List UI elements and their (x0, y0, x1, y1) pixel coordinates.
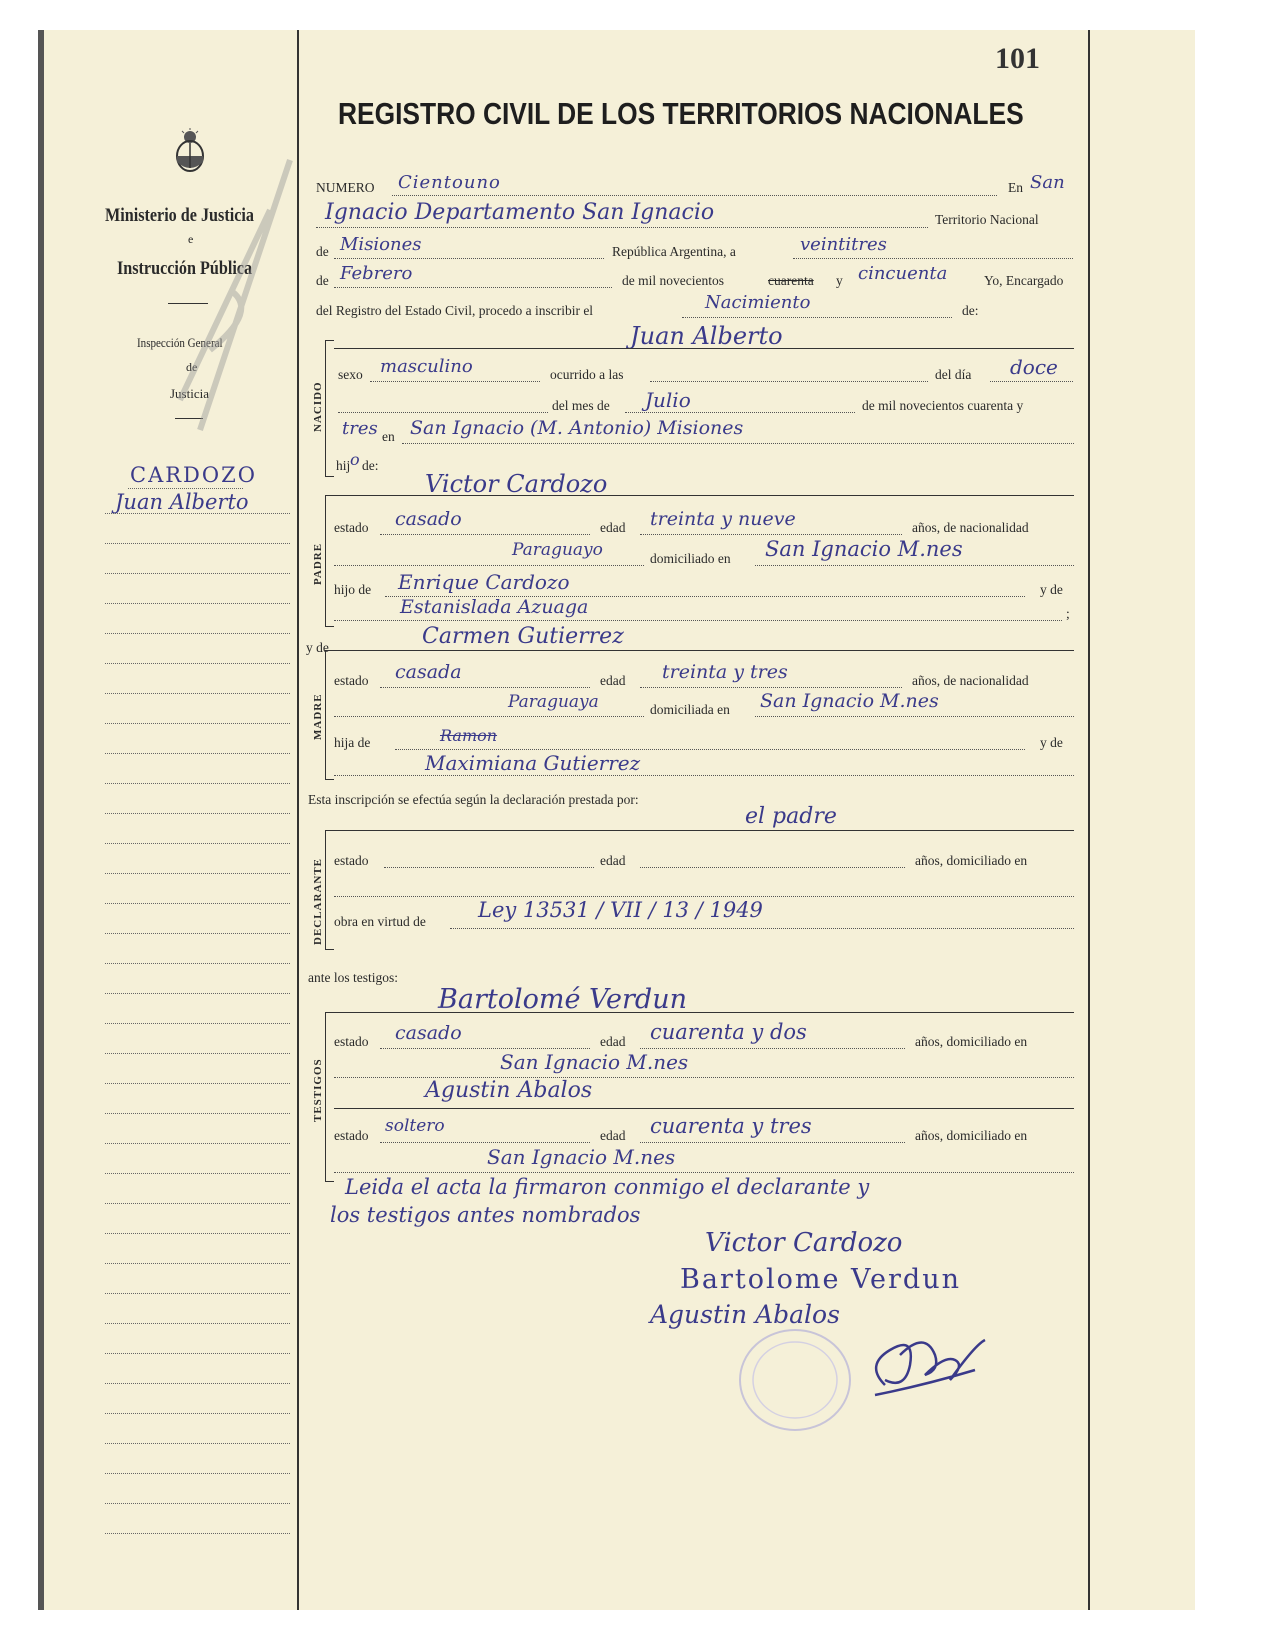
declarante-estado-line (384, 867, 594, 868)
madre-edad-line (640, 687, 902, 688)
testigo1-estado-value: casado (395, 1022, 462, 1044)
place-line (316, 227, 928, 228)
padre-estado-line (380, 534, 590, 535)
testigo2-domicilio-line (334, 1172, 1074, 1173)
inspection-de: de (186, 360, 198, 374)
ministry-name-2: Instrucción Pública (117, 258, 253, 279)
sidebar-line (105, 663, 290, 664)
madre-edad-label: edad (600, 673, 626, 688)
territorio-label: Territorio Nacional (935, 212, 1039, 227)
padre-rule (334, 495, 1074, 496)
testigo1-rule (334, 1012, 1074, 1013)
ocurrido-label: ocurrido a las (550, 367, 624, 382)
sidebar-line (105, 1173, 290, 1174)
testigo2-estado-label: estado (334, 1128, 369, 1143)
sidebar-line (105, 1533, 290, 1534)
cuarenta-struck: cuarenta (768, 273, 814, 288)
madre-nombre-value: Carmen Gutierrez (422, 624, 624, 649)
inspection-name-2: Justicia (170, 386, 209, 401)
padre-edad-label: edad (600, 520, 626, 535)
declarante-rule (334, 830, 1074, 831)
abuelo-paterno-value: Enrique Cardozo (398, 570, 570, 594)
testigo1-edad-line (640, 1048, 905, 1049)
sidebar-line (105, 603, 290, 604)
sexo-line (370, 381, 540, 382)
closing-line-2: los testigos antes nombrados (330, 1203, 641, 1227)
dia-registro-value: veintitres (800, 234, 887, 255)
sexo-label: sexo (338, 367, 363, 382)
sidebar-line (105, 873, 290, 874)
nombre-value: Juan Alberto (630, 322, 783, 350)
sidebar-line (105, 1113, 290, 1114)
testigo1-edad-value: cuarenta y dos (650, 1020, 807, 1044)
anio-nacimiento-value: tres (342, 418, 378, 439)
place-value: Ignacio Departamento San Ignacio (325, 200, 715, 225)
abuelo-materno-value: Ramon (440, 726, 498, 745)
document-title: REGISTRO CIVIL DE LOS TERRITORIOS NACIONALES (338, 96, 1024, 131)
official-seal-stamp (735, 1325, 855, 1435)
signature-agustin-abalos: Agustin Abalos (650, 1300, 840, 1329)
testigo2-edad-value: cuarenta y tres (650, 1114, 812, 1138)
declarante-value: el padre (745, 804, 837, 829)
binding-edge (38, 30, 44, 1610)
padre-semicolon: ; (1066, 606, 1070, 621)
hija-de-label: hija de (334, 735, 371, 750)
lugar-line (402, 443, 1074, 444)
padre-estado-label: estado (334, 520, 369, 535)
de-mil-label: de mil novecientos (622, 273, 724, 288)
numero-value: Cientouno (398, 172, 501, 193)
sidebar-line (105, 753, 290, 754)
mes-registro-line (334, 287, 612, 288)
right-margin-line (1088, 30, 1090, 1610)
ley-line (450, 928, 1074, 929)
testigos-bracket (325, 1012, 334, 1182)
madre-anos-label: años, de nacionalidad (912, 673, 1029, 688)
sidebar-line (128, 488, 243, 489)
del-dia-label: del día (935, 367, 972, 382)
sidebar-line (105, 1143, 290, 1144)
ministry-conjunction: e (188, 232, 194, 246)
sidebar-line (105, 1353, 290, 1354)
de-colon-label: de: (962, 303, 979, 318)
hijo-suffix: o (350, 450, 360, 469)
sidebar-line (105, 1383, 290, 1384)
declarante-estado-label: estado (334, 853, 369, 868)
ministry-name: Ministerio de Justicia (105, 205, 254, 226)
mes-registro-value: Febrero (340, 263, 413, 284)
testigo1-edad-label: edad (600, 1034, 626, 1049)
sidebar-line (105, 963, 290, 964)
nombre-rule (334, 348, 1074, 349)
padre-anos-label: años, de nacionalidad (912, 520, 1029, 535)
y-de-label-madre-2: y de (1040, 735, 1063, 750)
de-label-2: de (316, 273, 329, 288)
testigo2-edad-label: edad (600, 1128, 626, 1143)
declarante-bracket (325, 830, 334, 950)
tipo-acta-line (682, 317, 952, 318)
en-value: San (1030, 172, 1065, 193)
inscripcion-label: Esta inscripción se efectúa según la declaración prestada por: (308, 792, 639, 807)
madre-rule (334, 650, 1074, 651)
declarante-label: DECLARANTE (312, 857, 324, 945)
pencil-marks (140, 150, 300, 450)
yo-encargado-label: Yo, Encargado (984, 273, 1064, 288)
madre-domicilio-line (755, 716, 1074, 717)
numero-line (392, 195, 997, 196)
de-label: de (316, 244, 329, 259)
madre-estado-label: estado (334, 673, 369, 688)
abuela-materna-line (334, 775, 1074, 776)
sidebar-line (105, 1263, 290, 1264)
closing-line-1: Leida el acta la firmaron conmigo el declarante y (345, 1175, 870, 1199)
sidebar-line (105, 1083, 290, 1084)
testigo1-estado-label: estado (334, 1034, 369, 1049)
nacido-bracket (325, 340, 334, 477)
sidebar-line (105, 1503, 290, 1504)
en-label: En (1008, 180, 1023, 195)
ante-testigos-label: ante los testigos: (308, 970, 398, 985)
cuarenta-y-label: de mil novecientos cuarenta y (862, 398, 1024, 413)
sidebar-line (105, 1233, 290, 1234)
hora-line (650, 381, 928, 382)
testigo1-anos-label: años, domiciliado en (915, 1034, 1028, 1049)
sidebar-line (105, 1443, 290, 1444)
padre-label: PADRE (312, 542, 324, 585)
sidebar-line (105, 843, 290, 844)
sidebar-line (105, 933, 290, 934)
madre-bracket (325, 650, 334, 780)
sidebar-line (105, 693, 290, 694)
sidebar-line (105, 1203, 290, 1204)
sidebar-line (105, 573, 290, 574)
mes-line (625, 412, 855, 413)
padre-nacionalidad-line (334, 565, 644, 566)
sidebar-given-names: Juan Alberto (115, 490, 249, 514)
abuelo-materno-line (395, 749, 1025, 750)
padre-bracket (325, 495, 334, 627)
padre-domicilio-value: San Ignacio M.nes (765, 537, 963, 561)
sidebar-line (105, 723, 290, 724)
nacido-line-2 (338, 412, 548, 413)
republica-label: República Argentina, a (612, 244, 736, 259)
lugar-value: San Ignacio (M. Antonio) Misiones (410, 417, 744, 439)
tipo-acta-value: Nacimiento (705, 292, 811, 313)
madre-label: MADRE (312, 693, 324, 740)
dia-line (990, 381, 1073, 382)
sexo-value: masculino (380, 356, 473, 377)
signature-bartolome-verdun: Bartolome Verdun (680, 1264, 961, 1295)
sidebar-line (105, 903, 290, 904)
dia-registro-line (793, 258, 1073, 259)
testigo2-anos-label: años, domiciliado en (915, 1128, 1028, 1143)
signature-victor-cardozo: Victor Cardozo (705, 1228, 903, 1258)
declarante-domicilio-line (334, 896, 1074, 897)
territorio-value: Misiones (340, 234, 422, 255)
testigo2-rule (334, 1108, 1074, 1109)
testigo2-estado-line (380, 1142, 590, 1143)
sidebar-line (105, 783, 290, 784)
mes-value: Julio (645, 388, 691, 412)
declarante-anos-label: años, domiciliado en (915, 853, 1028, 868)
padre-estado-value: casado (395, 508, 462, 530)
testigo1-domicilio-value: San Ignacio M.nes (500, 1050, 689, 1074)
sidebar-line (105, 1323, 290, 1324)
padre-edad-value: treinta y nueve (650, 508, 796, 530)
testigo2-edad-line (640, 1142, 905, 1143)
nacido-label: NACIDO (312, 381, 324, 432)
sidebar-line (105, 633, 290, 634)
padre-domicilio-line (755, 565, 1074, 566)
sidebar-surname: CARDOZO (130, 463, 257, 487)
sidebar-line (105, 813, 290, 814)
madre-estado-line (380, 687, 590, 688)
abuela-paterna-line (334, 620, 1062, 621)
del-mes-label: del mes de (552, 398, 610, 413)
anio-registro-value: cincuenta (858, 263, 948, 284)
hijo-label: hij (336, 458, 351, 473)
territorio-line (334, 258, 604, 259)
abuela-materna-value: Maximiana Gutierrez (425, 751, 641, 775)
hijo-de-label: de: (362, 458, 379, 473)
sidebar-line (105, 993, 290, 994)
testigo2-estado-value: soltero (385, 1116, 445, 1136)
numero-label: NUMERO (316, 180, 375, 195)
padre-edad-line (640, 534, 902, 535)
sidebar-line (105, 1053, 290, 1054)
y-de-label-padre: y de (1040, 582, 1063, 597)
padre-domiciliado-label: domiciliado en (650, 551, 731, 566)
sidebar-line (105, 543, 290, 544)
hijo-de-label-padre: hijo de (334, 582, 372, 597)
declarante-edad-line (640, 867, 905, 868)
ley-value: Ley 13531 / VII / 13 / 1949 (478, 898, 763, 922)
testigo2-nombre-value: Agustin Abalos (425, 1078, 593, 1103)
dia-value: doce (1010, 355, 1058, 379)
testigo1-nombre-value: Bartolomé Verdun (438, 984, 687, 1015)
page-number: 101 (995, 42, 1040, 75)
testigos-label: TESTIGOS (312, 1058, 324, 1122)
madre-estado-value: casada (395, 661, 462, 683)
y-label: y (836, 273, 843, 288)
sidebar-line (105, 1473, 290, 1474)
testigo1-estado-line (380, 1048, 590, 1049)
abuela-paterna-value: Estanislada Azuaga (400, 596, 589, 618)
sidebar-line (105, 513, 290, 514)
sidebar-line (105, 1023, 290, 1024)
madre-domiciliada-label: domiciliada en (650, 702, 730, 717)
sidebar-line (105, 1413, 290, 1414)
registro-label: del Registro del Estado Civil, procedo a inscribir el (316, 303, 594, 318)
madre-nacionalidad-value: Paraguaya (508, 692, 599, 712)
obra-en-virtud-label: obra en virtud de (334, 914, 426, 929)
en-lower-label: en (382, 429, 395, 444)
padre-nombre-value: Victor Cardozo (425, 470, 608, 498)
madre-nacionalidad-line (334, 716, 644, 717)
padre-nacionalidad-value: Paraguayo (512, 540, 603, 560)
testigo2-domicilio-value: San Ignacio M.nes (487, 1145, 676, 1169)
madre-domicilio-value: San Ignacio M.nes (760, 690, 939, 712)
y-de-label-madre: y de (306, 640, 329, 655)
sidebar-line (105, 1293, 290, 1294)
declarante-edad-label: edad (600, 853, 626, 868)
registrar-signature (855, 1325, 995, 1405)
madre-edad-value: treinta y tres (662, 661, 788, 683)
inspection-name: Inspección General (137, 335, 223, 350)
